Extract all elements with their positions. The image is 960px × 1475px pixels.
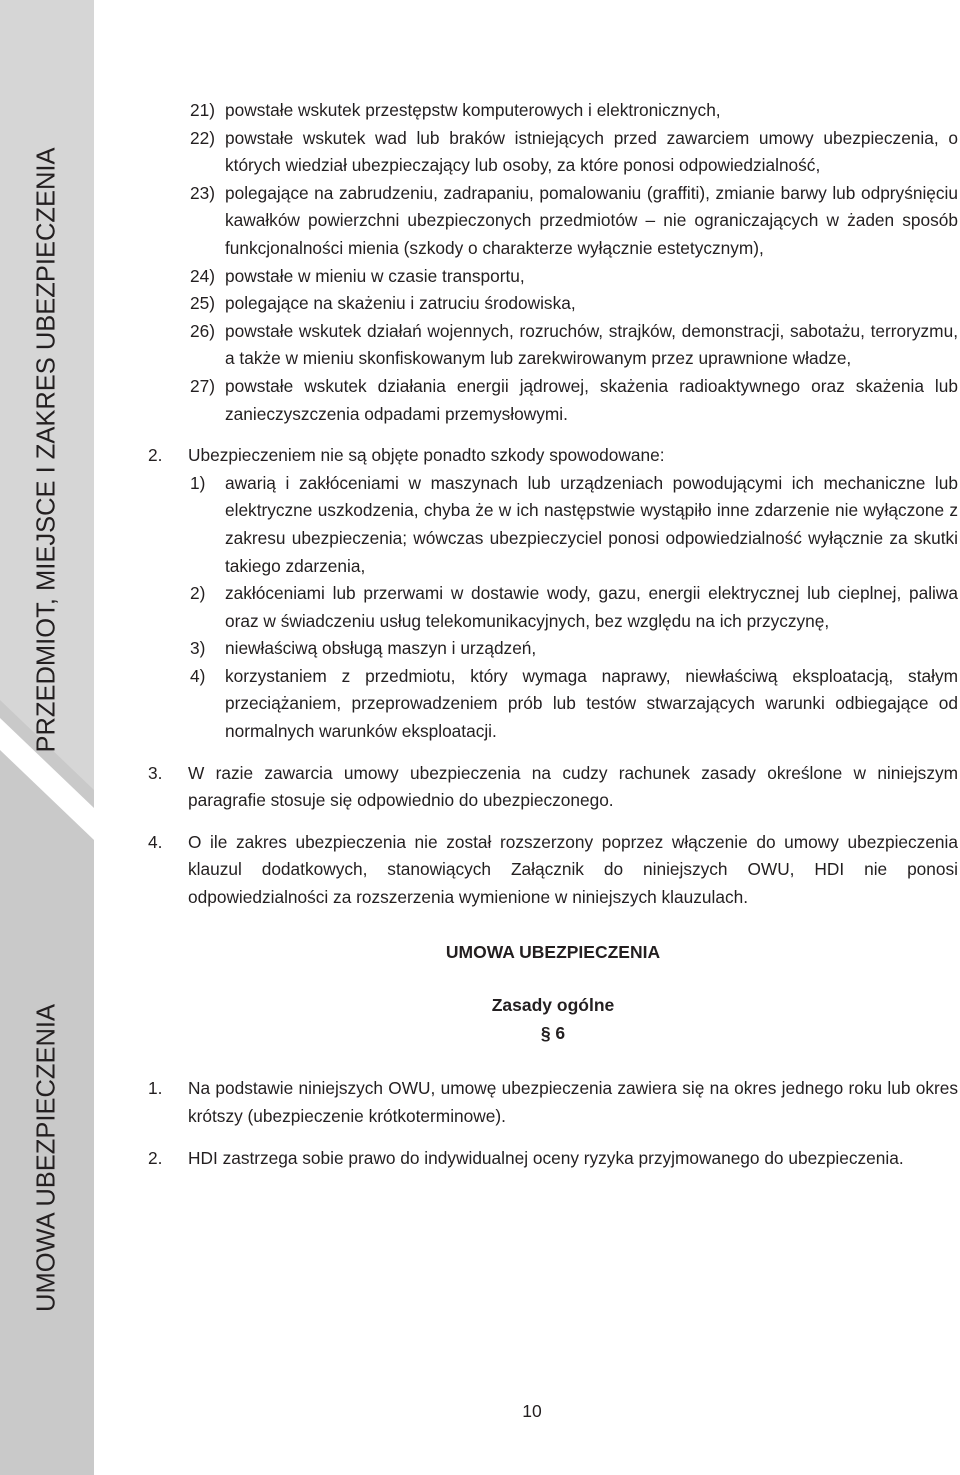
list-item: [148, 290, 958, 318]
list-number: 4): [190, 665, 206, 686]
list-number: 3): [190, 638, 206, 659]
list-item: [148, 97, 958, 125]
list-text: korzystaniem z przedmiotu, który wymaga naprawy, niewłaściwą eksploatacją, stałym przeciążaniem, przeprowadzeniem prób lub testów stwarzających warunki odbiegające od normalnych warunków eksploatacji.: [225, 665, 958, 742]
item-text: O ile zakres ubezpieczenia nie został rozszerzony poprzez włączenie do umowy ubezpieczenia klauzul dodatkowych, stanowiących Załącznik do niniejszych OWU, HDI nie ponosi odpowiedzialności za rozszerzenia wymienione w niniejszych klauzulach.: [188, 831, 958, 908]
list-text: powstałe wskutek wad lub braków istniejących przed zawarciem umowy ubezpieczenia, o których wiedział ubezpieczający lub osoby, za które ponosi odpowiedzialność,: [225, 127, 958, 176]
list-number: 24): [190, 265, 215, 286]
item-number: 4.: [148, 831, 163, 852]
item-number: 2.: [148, 1147, 163, 1168]
item-text: HDI zastrzega sobie prawo do indywidualnej oceny ryzyka przyjmowanego do ubezpieczenia.: [188, 1147, 904, 1168]
list-item: [148, 373, 958, 428]
document-body: [148, 97, 958, 1172]
sidebar-section-title: PRZEDMIOT, MIEJSCE I ZAKRES UBEZPIECZENIA: [32, 147, 61, 753]
list-item: [148, 263, 958, 291]
numbered-item: [148, 1145, 958, 1173]
list-item: [148, 580, 958, 635]
item-text: W razie zawarcia umowy ubezpieczenia na cudzy rachunek zasady określone w niniejszym paragrafie stosuje się odpowiednio do ubezpieczonego.: [188, 762, 958, 811]
list-number: 23): [190, 182, 215, 203]
list-item: [148, 180, 958, 263]
list-item: [148, 635, 958, 663]
list-text: polegające na zabrudzeniu, zadrapaniu, pomalowaniu (graffiti), zmianie barwy lub odpryśnięciu kawałków powierzchni ubezpieczonych przedmiotów – nie ograniczających w żaden sposób funkcjonalności mienia (szkody o charakterze wyłącznie estetycznym),: [225, 182, 958, 258]
item-text: Ubezpieczeniem nie są objęte ponadto szkody spowodowane:: [188, 445, 665, 466]
numbered-item: [148, 442, 958, 470]
list-text: powstałe wskutek działania energii jądrowej, skażenia radioaktywnego oraz skażenia lub zanieczyszczenia odpadami przemysłowymi.: [225, 375, 958, 424]
list-item: [148, 663, 958, 746]
numbered-item: [148, 1075, 958, 1130]
list-text: awarią i zakłóceniami w maszynach lub urządzeniach powodującymi ich mechaniczne lub elektryczne uszkodzenia, chyba że w ich następstwie wystąpiło inne zdarzenie nie wyłączone z zakresu ubezpieczenia; wówczas ubezpieczyciel ponosi odpowiedzialność wyłącznie za skutki takiego zdarzenia,: [225, 472, 958, 576]
sidebar-chapter-title: UMOWA UBEZPIECZENIA: [32, 1004, 61, 1312]
list-number: 21): [190, 100, 215, 120]
list-text: powstałe wskutek przestępstw komputerowych i elektronicznych,: [225, 100, 721, 120]
list-text: zakłóceniami lub przerwami w dostawie wody, gazu, energii elektrycznej lub cieplnej, paliwa oraz w świadczeniu usług telekomunikacyjnych, bez względu na ich przyczynę,: [225, 583, 958, 631]
list-number: 26): [190, 320, 215, 341]
numbered-item: [148, 829, 958, 912]
item-number: 2.: [148, 445, 163, 466]
list-text: powstałe wskutek działań wojennych, rozruchów, strajków, demonstracji, sabotażu, terroryzmu, a także w mieniu skonfiskowanym lub zarekwirowanym przez uprawnione władze,: [225, 320, 958, 369]
list-text: niewłaściwą obsługą maszyn i urządzeń,: [225, 638, 537, 659]
list-item: [148, 318, 958, 373]
paragraph-sign: § 6: [540, 1022, 566, 1043]
list-text: powstałe w mieniu w czasie transportu,: [225, 265, 525, 286]
list-text: polegające na skażeniu i zatruciu środowiska,: [225, 293, 576, 314]
list-number: 2): [190, 583, 206, 604]
numbered-item: [148, 760, 958, 815]
section-subtitle: Zasady ogólne: [491, 995, 615, 1016]
section-title: UMOWA UBEZPIECZENIA: [445, 941, 661, 962]
list-number: 22): [190, 127, 215, 148]
list-number: 27): [190, 375, 215, 396]
list-number: 25): [190, 293, 215, 314]
page-number: 10: [522, 1401, 542, 1421]
sidebar: [0, 0, 94, 1475]
list-item: [148, 125, 958, 180]
list-item: [148, 470, 958, 580]
list-number: 1): [190, 472, 206, 493]
item-number: 3.: [148, 762, 163, 783]
item-text: Na podstawie niniejszych OWU, umowę ubezpieczenia zawiera się na okres jednego roku lub okres krótszy (ubezpieczenie krótkoterminowe).: [188, 1078, 958, 1126]
item-number: 1.: [148, 1078, 163, 1099]
